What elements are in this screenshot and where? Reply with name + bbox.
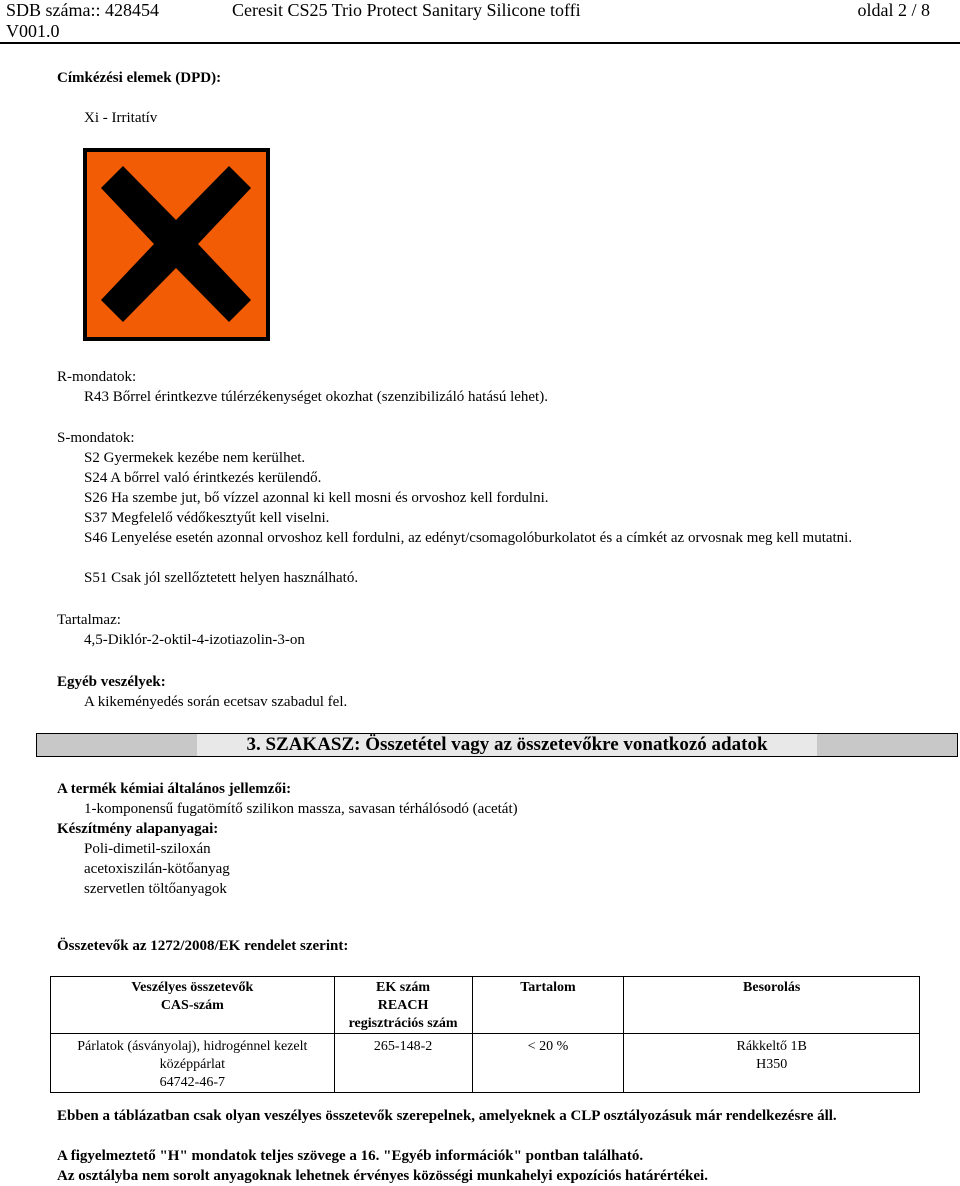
table-row (51, 1034, 920, 1093)
s-phrase: S24 A bőrrel való érintkezés kerülendő. (84, 470, 322, 486)
s-phrase: S2 Gyermekek kezébe nem kerülhet. (84, 450, 306, 466)
sdb-number: SDB száma:: 428454 (6, 0, 159, 20)
other-hazards-title: Egyéb veszélyek: (57, 674, 166, 690)
regulation-title: Összetevők az 1272/2008/EK rendelet szerint: (57, 938, 349, 954)
base-item: Poli-dimetil-sziloxán (84, 841, 211, 857)
other-hazards-value: A kikeményedés során ecetsav szabadul fel. (84, 694, 348, 710)
cell-content: < 20 % (472, 1034, 624, 1093)
base-item: szervetlen töltőanyagok (84, 881, 227, 897)
contains-title: Tartalmaz: (57, 612, 121, 628)
labeling-title: Címkézési elemek (DPD): (57, 70, 222, 86)
contains-value: 4,5-Diklór-2-oktil-4-izotiazolin-3-on (84, 632, 305, 648)
s-phrases-title: S-mondatok: (57, 430, 135, 446)
s-phrase: S51 Csak jól szellőztetett helyen használható. (84, 570, 359, 586)
hazard-label: Xi - Irritatív (84, 110, 158, 126)
page-number: oldal 2 / 8 (857, 0, 930, 20)
base-title: Készítmény alapanyagai: (57, 821, 219, 837)
irritant-x-icon (83, 148, 270, 341)
composition-table (50, 976, 920, 1093)
version: V001.0 (6, 21, 60, 41)
header-ingredients: Veszélyes összetevők CAS-szám (51, 977, 335, 1034)
r-phrases-title: R-mondatok: (57, 369, 137, 385)
s-phrase: S37 Megfelelő védőkesztyűt kell viselni. (84, 510, 330, 526)
cell-ingredient: Párlatok (ásványolaj), hidrogénnel kezelt középpárlat 64742-46-7 (51, 1034, 335, 1093)
header-classification: Besorolás (624, 977, 920, 1034)
section-title: 3. SZAKASZ: Összetétel vagy az összetevőkre vonatkozó adatok (197, 734, 817, 756)
section-banner (36, 733, 958, 757)
cell-ec-number: 265-148-2 (334, 1034, 472, 1093)
note-clp: Ebben a táblázatban csak olyan veszélyes összetevők szerepelnek, amelyeknek a CLP osztályozásuk már rendelkezésre áll. (57, 1108, 837, 1124)
table-header-row (51, 977, 920, 1034)
r-phrase: R43 Bőrrel érintkezve túlérzékenységet okozhat (szenzibilizáló hatású lehet). (84, 389, 548, 405)
s-phrase: S46 Lenyelése esetén azonnal orvoshoz kell fordulni, az edényt/csomagolóburkolatot és a címkét az orvosnak meg kell mutatni. (84, 530, 853, 546)
note-h-phrases: A figyelmeztető "H" mondatok teljes szövege a 16. "Egyéb információk" pontban található. (57, 1148, 644, 1164)
base-item: acetoxiszilán-kötőanyag (84, 861, 230, 877)
product-name: Ceresit CS25 Trio Protect Sanitary Silicone toffi (232, 0, 581, 20)
header-ec-number: EK szám REACH regisztrációs szám (334, 977, 472, 1034)
header-content: Tartalom (472, 977, 624, 1034)
s-phrase: S26 Ha szembe jut, bő vízzel azonnal ki kell mosni és orvoshoz kell fordulni. (84, 490, 549, 506)
general-value: 1-komponensű fugatömítő szilikon massza, savasan térhálósodó (acetát) (84, 801, 518, 817)
cell-classification: Rákkeltő 1B H350 (624, 1034, 920, 1093)
note-exposure: Az osztályba nem sorolt anyagoknak lehetnek érvényes közösségi munkahelyi expozíciós határértékei. (57, 1168, 708, 1184)
general-title: A termék kémiai általános jellemzői: (57, 781, 292, 797)
header-divider (0, 42, 960, 44)
